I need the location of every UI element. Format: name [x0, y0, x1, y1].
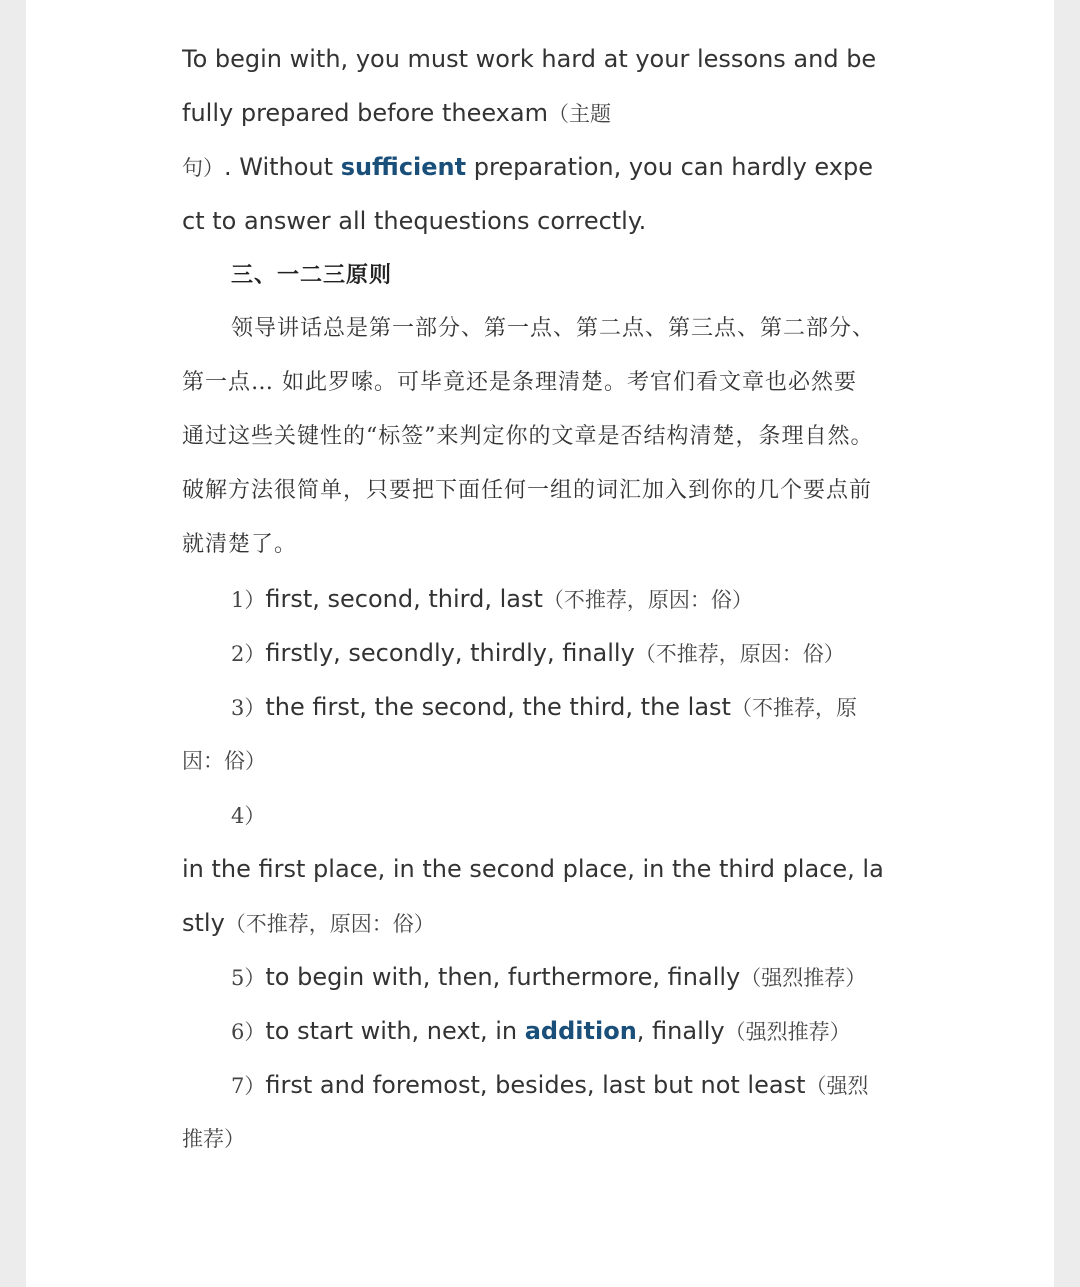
- document-page: [26, 0, 1054, 1287]
- paragraph-line: 第一点… 如此罗嗦。可毕竟还是条理清楚。考官们看文章也必然要: [182, 370, 857, 395]
- list-item-continuation: 推荐）: [182, 1127, 245, 1151]
- list-item-continuation: in the first place, in the second place, in the third place, la: [182, 855, 884, 883]
- list-item: 6）to start with, next, in addition, finally（强烈推荐）: [231, 1017, 851, 1045]
- list-item: 5）to begin with, then, furthermore, finally（强烈推荐）: [231, 963, 867, 991]
- keyword-link[interactable]: addition: [524, 1017, 637, 1045]
- paragraph-line: To begin with, you must work hard at your lessons and be: [182, 45, 877, 73]
- keyword-link[interactable]: sufficient: [340, 153, 467, 181]
- paragraph-line: fully prepared before theexam（主题: [182, 99, 611, 127]
- list-item: 3）the first, the second, the third, the last（不推荐，原: [231, 693, 857, 721]
- list-item-continuation: stly（不推荐，原因：俗）: [182, 909, 435, 937]
- list-item: 7）first and foremost, besides, last but not least（强烈: [231, 1071, 869, 1099]
- paragraph-line: ct to answer all thequestions correctly.: [182, 207, 647, 235]
- list-item: 4）: [231, 804, 266, 828]
- article-content: [182, 32, 902, 1166]
- paragraph-line: 句）. Without sufficient preparation, you can hardly expe: [182, 153, 873, 181]
- section-heading: 三、一二三原则: [231, 262, 393, 288]
- list-item: 1）first, second, third, last（不推荐，原因：俗）: [231, 585, 753, 613]
- list-item: 2）firstly, secondly, thirdly, finally（不推荐，原因：俗）: [231, 639, 845, 667]
- paragraph-line: 就清楚了。: [182, 532, 298, 557]
- paragraph-line: 通过这些关键性的“标签”来判定你的文章是否结构清楚，条理自然。: [182, 424, 874, 449]
- paragraph-line: 领导讲话总是第一部分、第一点、第二点、第三点、第二部分、: [231, 316, 876, 341]
- paragraph-line: 破解方法很简单，只要把下面任何一组的词汇加入到你的几个要点前: [182, 478, 873, 503]
- list-item-continuation: 因：俗）: [182, 749, 266, 773]
